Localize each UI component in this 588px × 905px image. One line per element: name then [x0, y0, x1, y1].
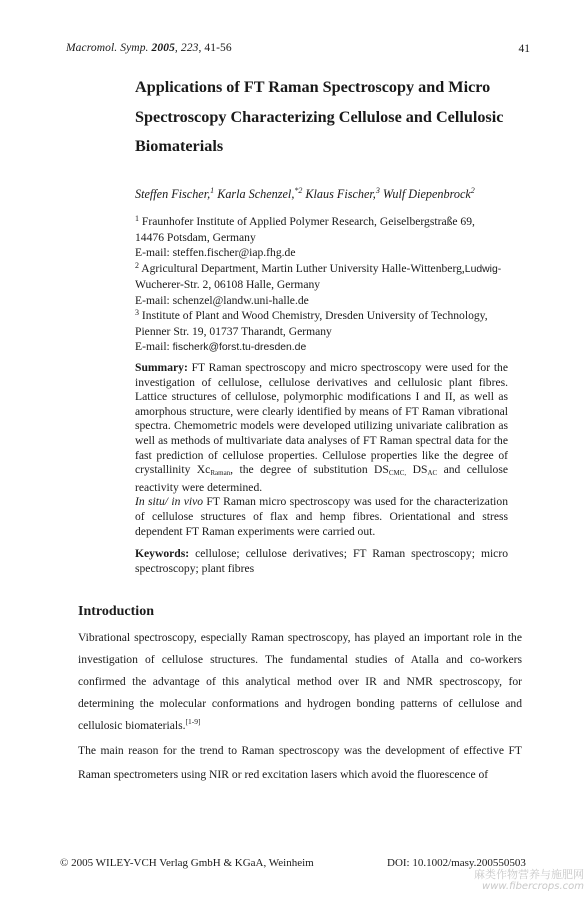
affiliation-address: Wucherer-Str. 2, 06108 Halle, Germany [135, 278, 321, 291]
affiliation-address: Pienner Str. 19, 01737 Tharandt, Germany [135, 324, 332, 338]
body-paragraph-1 [78, 627, 522, 737]
author-name: Steffen Fischer, [135, 187, 211, 202]
affiliation-address: 14476 Potsdam, Germany [135, 230, 256, 244]
affiliation-text: Agricultural Department, Martin Luther University Halle-Wittenberg, [141, 261, 465, 275]
watermark-text: 麻类作物营养与施肥网 [474, 868, 584, 881]
summary-paragraph-2 [135, 495, 508, 539]
keywords-label: Keywords: [135, 547, 190, 560]
journal-pages: , 41-56 [198, 42, 232, 54]
summary-text: and cellulose reactivity were determined. [135, 463, 508, 494]
journal-citation: Macromol. Symp. 2005, 223, 41-56 [66, 42, 232, 54]
affiliation-3 [135, 308, 535, 324]
email-address: fischerk@forst.tu-dresden.de [172, 342, 307, 353]
abstract-summary [135, 361, 508, 539]
affiliation-mark: 2 [135, 260, 139, 270]
body-text: Vibrational spectroscopy, especially Raman spectroscopy, has played an important role in the investigation of cellulose structures. The fundamental studies of Atalla and co-workers confirmed the advantage of this analytical method over IR and NMR spectroscopy, for determining the molecular conformations and hydrogen bonding patterns of cellulose and cellulosic biomaterials. [78, 631, 522, 732]
affiliation-2 [135, 261, 535, 278]
section-heading-introduction: Introduction [78, 604, 154, 619]
subscript-cmc: CMC, [388, 469, 407, 478]
watermark [474, 868, 584, 893]
paper-title: Applications of FT Raman Spectroscopy and Micro Spectroscopy Characterizing Cellulose and Cellulosic Biomaterials [135, 78, 504, 155]
summary-text: FT Raman spectroscopy and micro spectroscopy were used for the investigation of cellulose, cellulose derivatives and cellulosic plant fibres. Lattice structures of cellulose, polymorphic modifications I and II, as well as amorphous structure, were clearly identified by means of FT Raman vibrational spectra. Chemometric models were developed utilizing univariate calibration as well as methods of multivariate data analyses of FT Raman spectral data for the fast prediction of cellulose properties. Cellulose properties like the degree of crystallinity Xc [135, 361, 508, 477]
summary-text: DS [406, 463, 428, 477]
journal-year: 2005 [151, 42, 175, 54]
summary-text: , the degree of substitution DS [230, 463, 389, 477]
summary-text: FT Raman micro spectroscopy was used for the characterization of cellulose structures of flax and hemp fibres. Orientational and stress dependent FT Raman experiments were carried out. [135, 495, 508, 538]
author-affiliation-mark: *2 [294, 186, 303, 195]
footer-doi: DOI: 10.1002/masy.200550503 [387, 857, 526, 869]
subscript-raman: Raman [210, 469, 231, 478]
watermark-url: www.fibercrops.com [482, 881, 584, 892]
journal-volume: 223 [180, 42, 199, 54]
affiliation-email: E-mail: steffen.fischer@iap.fhg.de [135, 246, 296, 259]
affiliations [135, 214, 535, 356]
affiliation-text-continuation: Ludwig- [464, 263, 502, 275]
summary-paragraph [135, 361, 508, 495]
author-affiliation-mark: 3 [375, 186, 380, 195]
summary-label: Summary: [135, 361, 188, 374]
summary-italic: In situ/ in vivo [135, 495, 204, 509]
affiliation-mark: 3 [135, 308, 139, 317]
keywords-text: cellulose; cellulose derivatives; FT Raman spectroscopy; micro spectroscopy; plant fibres [135, 547, 508, 575]
keywords [135, 546, 508, 576]
author-name: Klaus Fischer, [305, 187, 376, 202]
author-affiliation-mark: 1 [210, 186, 215, 195]
affiliation-mark: 1 [135, 214, 139, 223]
author-name: Karla Schenzel, [217, 187, 295, 202]
affiliation-text: Fraunhofer Institute of Applied Polymer Research, Geiselbergstraße 69, [141, 215, 475, 228]
subscript-ac: AC [427, 469, 438, 478]
page-number: 41 [518, 43, 530, 55]
affiliation-email [135, 339, 535, 356]
email-prefix: E-mail: [135, 340, 173, 353]
author-name: Wulf Diepenbrock [382, 187, 471, 202]
affiliation-email: E-mail: schenzel@landw.uni-halle.de [135, 293, 309, 307]
journal-name: Macromol. Symp. [66, 42, 149, 54]
affiliation-1 [135, 214, 535, 230]
footer-copyright: © 2005 WILEY-VCH Verlag GmbH & KGaA, Weinheim [60, 857, 314, 869]
author-list [135, 186, 475, 202]
body-paragraph-2: The main reason for the trend to Raman spectroscopy was the development of effective FT Raman spectrometers using NIR or red excitation lasers which avoid the fluorescence of [78, 744, 522, 781]
citation-reference: [1-9] [185, 717, 201, 726]
affiliation-text: Institute of Plant and Wood Chemistry, Dresden University of Technology, [141, 309, 488, 322]
author-affiliation-mark: 2 [470, 186, 475, 195]
